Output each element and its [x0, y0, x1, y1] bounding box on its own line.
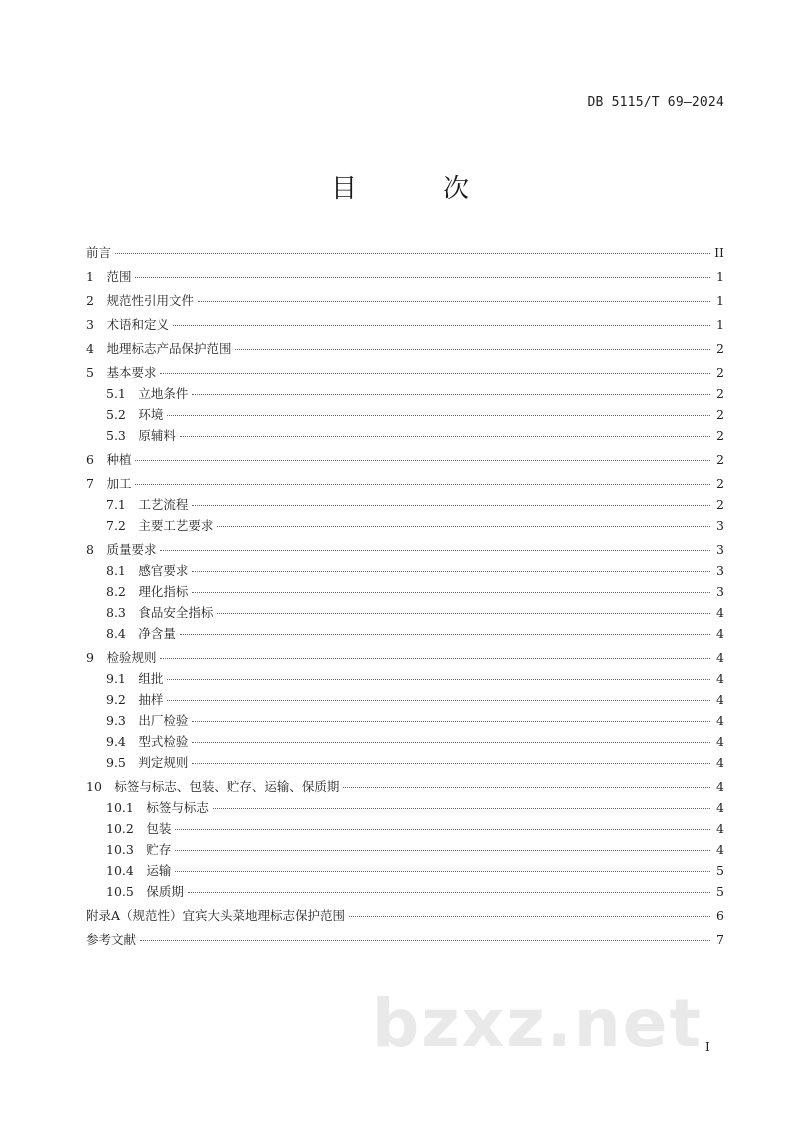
toc-entry[interactable] [86, 426, 724, 447]
toc-entry-page: 2 [716, 341, 724, 356]
toc-leader-dots [188, 891, 710, 893]
toc-entry-label: 9 检验规则 [86, 650, 157, 665]
toc-entry-page: 2 [716, 365, 724, 380]
toc-entry-label: 10.3 贮存 [106, 842, 172, 857]
toc-entry-label: 参考文献 [86, 932, 137, 947]
toc-entry-label: 3 术语和定义 [86, 317, 169, 332]
toc-entry-page: 4 [716, 692, 724, 707]
toc-entry-page: 4 [716, 800, 724, 815]
toc-leader-dots [175, 870, 710, 872]
toc-entry-page: 4 [716, 779, 724, 794]
toc-leader-dots [180, 633, 710, 635]
toc-leader-dots [175, 849, 710, 851]
toc-entry[interactable] [86, 603, 724, 624]
toc-entry-label: 9.4 型式检验 [106, 734, 189, 749]
toc-leader-dots [192, 762, 710, 764]
toc-entry-page: 4 [716, 671, 724, 686]
toc-entry-label: 8.2 理化指标 [106, 584, 189, 599]
toc-leader-dots [343, 786, 710, 788]
toc-entry[interactable] [86, 882, 724, 903]
toc-entry-page: 3 [716, 542, 724, 557]
toc-entry-page: 5 [716, 884, 724, 899]
toc-entry-label: 10.1 标签与标志 [106, 800, 209, 815]
toc-leader-dots [135, 459, 710, 461]
toc-entry-label: 7 加工 [86, 476, 132, 491]
toc-entry[interactable] [86, 648, 724, 669]
toc-entry-page: 2 [716, 497, 724, 512]
toc-entry-label: 8.3 食品安全指标 [106, 605, 214, 620]
toc-entry-label: 8.1 感官要求 [106, 563, 189, 578]
toc-entry-label: 7.2 主要工艺要求 [106, 518, 214, 533]
toc-leader-dots [180, 435, 710, 437]
toc-entry-label: 4 地理标志产品保护范围 [86, 341, 232, 356]
toc-entry-label: 8 质量要求 [86, 542, 157, 557]
toc-entry-label: 5.3 原辅料 [106, 428, 176, 443]
watermark: bzxz.net [372, 985, 704, 1062]
page-title: 目 次 [330, 174, 499, 204]
toc-leader-dots [349, 915, 710, 917]
toc-list [86, 240, 724, 951]
toc-entry-page: 2 [716, 386, 724, 401]
toc-leader-dots [135, 483, 710, 485]
toc-entry-label: 10.2 包装 [106, 821, 172, 836]
toc-entry-page: 2 [716, 476, 724, 491]
toc-entry-page: 1 [716, 269, 724, 284]
toc-entry[interactable] [86, 840, 724, 861]
toc-entry-page: 4 [716, 821, 724, 836]
toc-leader-dots [217, 525, 710, 527]
toc-leader-dots [235, 348, 710, 350]
toc-entry-page: 1 [716, 317, 724, 332]
toc-entry-label: 10.4 运输 [106, 863, 172, 878]
toc-entry[interactable] [86, 906, 724, 927]
toc-entry-page: 1 [716, 293, 724, 308]
toc-leader-dots [192, 570, 710, 572]
toc-entry-label: 5.2 环境 [106, 407, 164, 422]
toc-leader-dots [140, 939, 710, 941]
toc-entry-page: 6 [716, 908, 724, 923]
toc-leader-dots [167, 699, 710, 701]
toc-leader-dots [217, 612, 710, 614]
toc-entry[interactable] [86, 777, 724, 798]
toc-entry[interactable] [86, 495, 724, 516]
toc-leader-dots [160, 372, 710, 374]
toc-entry[interactable] [86, 711, 724, 732]
toc-entry[interactable] [86, 450, 724, 471]
toc-entry-label: 1 范围 [86, 269, 132, 284]
toc-leader-dots [192, 720, 710, 722]
toc-entry-page: 2 [716, 428, 724, 443]
toc-entry[interactable] [86, 384, 724, 405]
toc-leader-dots [160, 549, 710, 551]
toc-entry[interactable] [86, 690, 724, 711]
toc-entry-label: 10 标签与标志、包装、贮存、运输、保质期 [86, 779, 340, 794]
toc-leader-dots [192, 591, 710, 593]
toc-entry[interactable] [86, 363, 724, 384]
toc-leader-dots [160, 657, 710, 659]
toc-entry[interactable] [86, 669, 724, 690]
toc-entry-page: 4 [716, 626, 724, 641]
toc-entry[interactable] [86, 267, 724, 288]
toc-entry[interactable] [86, 561, 724, 582]
page-number: I [705, 1040, 710, 1054]
toc-entry-label: 9.1 组批 [106, 671, 164, 686]
toc-leader-dots [213, 807, 710, 809]
toc-leader-dots [167, 678, 710, 680]
toc-entry[interactable] [86, 243, 724, 264]
toc-entry[interactable] [86, 474, 724, 495]
toc-entry-label: 7.1 工艺流程 [106, 497, 189, 512]
toc-entry[interactable] [86, 753, 724, 774]
toc-leader-dots [115, 252, 710, 254]
toc-entry[interactable] [86, 930, 724, 951]
toc-leader-dots [175, 828, 710, 830]
toc-entry[interactable] [86, 582, 724, 603]
toc-leader-dots [192, 504, 710, 506]
toc-entry-page: 3 [716, 584, 724, 599]
toc-leader-dots [173, 324, 710, 326]
toc-entry-page: 3 [716, 563, 724, 578]
toc-entry-page: 3 [716, 518, 724, 533]
toc-leader-dots [192, 393, 710, 395]
toc-leader-dots [198, 300, 710, 302]
toc-entry-page: 4 [716, 605, 724, 620]
toc-entry-label: 9.5 判定规则 [106, 755, 189, 770]
toc-entry-page: 2 [716, 452, 724, 467]
toc-entry[interactable] [86, 732, 724, 753]
toc-entry-label: 9.3 出厂检验 [106, 713, 189, 728]
toc-entry[interactable] [86, 819, 724, 840]
toc-entry-label: 前言 [86, 245, 112, 260]
toc-entry[interactable] [86, 624, 724, 645]
toc-entry-label: 2 规范性引用文件 [86, 293, 194, 308]
toc-leader-dots [167, 414, 710, 416]
toc-entry-page: 4 [716, 755, 724, 770]
toc-entry[interactable] [86, 516, 724, 537]
toc-entry[interactable] [86, 291, 724, 312]
toc-entry-page: 4 [716, 713, 724, 728]
toc-entry[interactable] [86, 540, 724, 561]
doc-code: DB 5115/T 69—2024 [587, 95, 724, 110]
toc-entry[interactable] [86, 339, 724, 360]
toc-entry-page: 4 [716, 842, 724, 857]
toc-entry-label: 6 种植 [86, 452, 132, 467]
toc-entry-label: 5 基本要求 [86, 365, 157, 380]
toc-entry-page: 4 [716, 650, 724, 665]
toc-entry[interactable] [86, 405, 724, 426]
toc-leader-dots [135, 276, 710, 278]
toc-entry-page: 7 [716, 932, 724, 947]
toc-entry[interactable] [86, 798, 724, 819]
toc-entry-label: 10.5 保质期 [106, 884, 184, 899]
toc-entry-label: 9.2 抽样 [106, 692, 164, 707]
toc-entry-page: 2 [716, 407, 724, 422]
toc-entry-label: 附录A（规范性）宜宾大头菜地理标志保护范围 [86, 908, 346, 923]
toc-entry-page: II [714, 245, 724, 260]
toc-entry-page: 4 [716, 734, 724, 749]
toc-entry-label: 8.4 净含量 [106, 626, 176, 641]
toc-leader-dots [192, 741, 710, 743]
toc-entry-page: 5 [716, 863, 724, 878]
toc-entry[interactable] [86, 861, 724, 882]
toc-entry-label: 5.1 立地条件 [106, 386, 189, 401]
toc-entry[interactable] [86, 315, 724, 336]
